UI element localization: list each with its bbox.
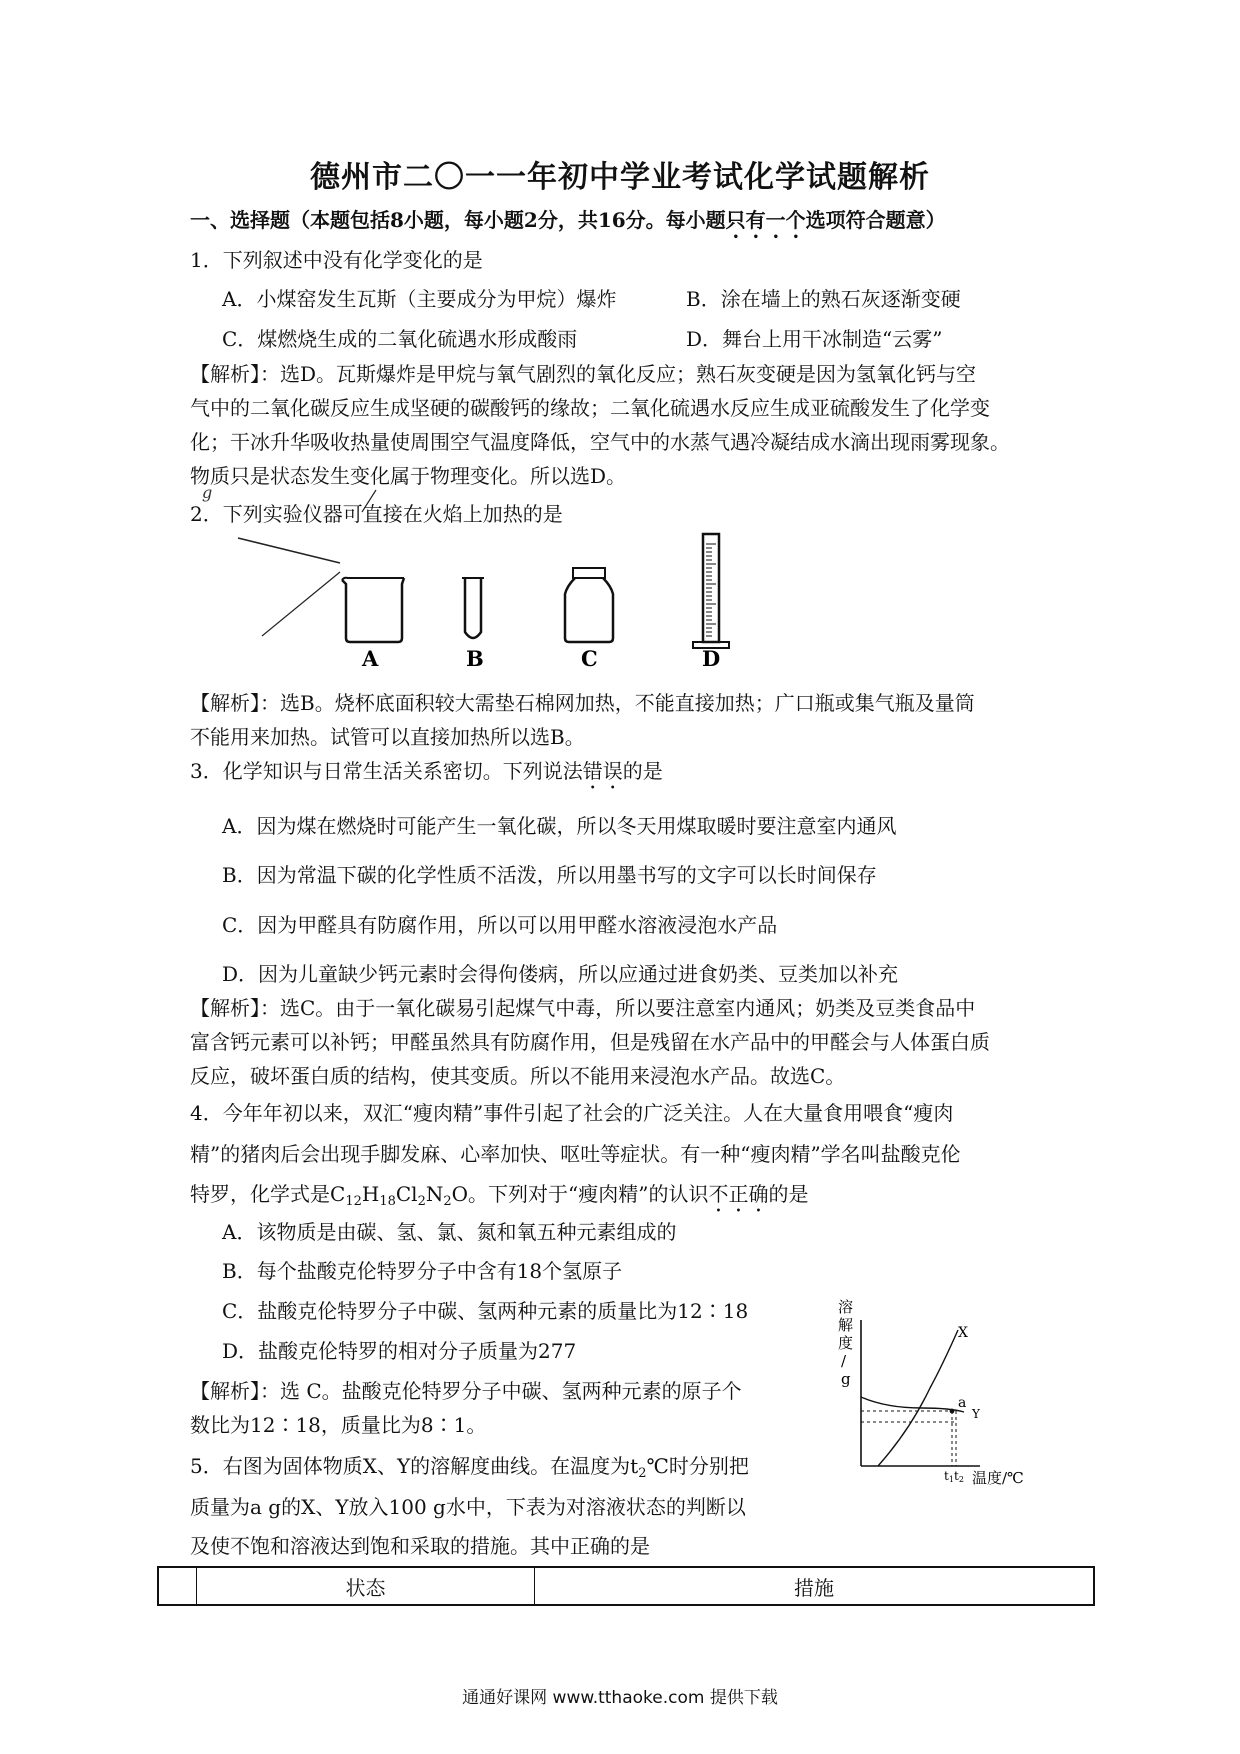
curve-y (861, 1395, 967, 1412)
graduated-cylinder-icon (693, 534, 729, 648)
y-label-char-1: 溶 (838, 1298, 854, 1316)
x-label: 温度/℃ (972, 1469, 1024, 1487)
q1-stem: 1．下列叙述中没有化学变化的是 (190, 248, 483, 272)
q3-option-b: B．因为常温下碳的化学性质不活泼，所以用墨书写的文字可以长时间保存 (222, 863, 877, 887)
q4-option-c: C．盐酸克伦特罗分子中碳、氢两种元素的质量比为12∶18 (222, 1299, 749, 1323)
q3-analysis-3: 反应，破坏蛋白质的结构，使其变质。所以不能用来浸泡水产品。故选C。 (190, 1064, 846, 1088)
q5-line-1: 5．右图为固体物质X、Y的溶解度曲线。在温度为$t_2℃$时分别把 (190, 1454, 749, 1481)
test-tube-icon (462, 578, 484, 638)
answer-table (157, 1566, 1095, 1606)
y-label-char-2: 解 (838, 1316, 854, 1334)
q3-option-a: A．因为煤在燃烧时可能产生一氧化碳，所以冬天用煤取暖时要注意室内通风 (222, 814, 897, 838)
q3-option-c: C．因为甲醛具有防腐作用，所以可以用甲醛水溶液浸泡水产品 (222, 913, 778, 937)
q4-analysis-1: 【解析】：选 C。盐酸克伦特罗分子中碳、氢两种元素的原子个 (190, 1379, 742, 1403)
y-label-char-3: 度 (838, 1334, 854, 1352)
q3-analysis-2: 富含钙元素可以补钙；甲醛虽然具有防腐作用，但是残留在水产品中的甲醛会与人体蛋白质 (190, 1030, 990, 1054)
label-t2: t2 (954, 1469, 964, 1484)
q4-line-3: 特罗，化学式是$C_{12}H_{18}Cl_2N_2O$。下列对于“瘦肉精”的认识不正确的是 (190, 1182, 809, 1209)
label-x: X (958, 1325, 968, 1341)
lab-apparatus-figure (330, 530, 770, 670)
wide-mouth-bottle-icon (565, 568, 613, 642)
q4-analysis-2: 数比为12∶18，质量比为8∶1。 (190, 1413, 487, 1437)
label-d: D (702, 646, 721, 670)
section-heading: 一、选择题（本题包括8小题，每小题2分，共16分。每小题只有一个选项符合题意） (190, 208, 946, 232)
q3-analysis-1: 【解析】：选C。由于一氧化碳易引起煤气中毒，所以要注意室内通风；奶类及豆类食品中 (190, 996, 976, 1020)
q1-option-b: B．涂在墙上的熟石灰逐渐变硬 (686, 287, 961, 311)
curve-x (878, 1330, 958, 1466)
q1-analysis-4: 物质只是状态发生变化属于物理变化。所以选D。 (190, 464, 627, 488)
q4-option-a: A．该物质是由碳、氢、氯、氮和氧五种元素组成的 (222, 1220, 677, 1244)
label-b: B (466, 646, 484, 670)
q4-line-1: 4．今年年初以来，双汇“瘦肉精”事件引起了社会的广泛关注。人在大量食用喂食“瘦肉 (190, 1101, 954, 1125)
q1-option-d: D．舞台上用干冰制造“云雾” (686, 327, 943, 351)
y-label-char-4: / (841, 1352, 847, 1370)
beaker-icon (342, 578, 404, 642)
label-t1: t1 (944, 1469, 954, 1484)
label-a: a (958, 1395, 967, 1411)
q5-line-2: 质量为a g的X、Y放入100 g水中，下表为对溶液状态的判断以 (190, 1495, 746, 1519)
y-label-char-5: g (841, 1370, 851, 1388)
stray-glyph: g (202, 483, 213, 502)
footer-credit: 通通好课网 www.tthaoke.com 提供下载 (462, 1688, 778, 1708)
q4-line-2: 精”的猪肉后会出现手脚发麻、心率加快、呕吐等症状。有一种“瘦肉精”学名叫盐酸克伦 (190, 1142, 961, 1166)
solubility-graph (830, 1290, 1050, 1490)
label-c: C (581, 646, 598, 670)
q2-analysis-2: 不能用来加热。试管可以直接加热所以选B。 (190, 725, 585, 749)
q3-stem: 3．化学知识与日常生活关系密切。下列说法错误的是 (190, 759, 663, 783)
table-header-blank (159, 1568, 197, 1604)
q1-option-c: C．煤燃烧生成的二氧化硫遇水形成酸雨 (222, 327, 578, 351)
stray-line-3 (362, 490, 376, 512)
stray-line-2 (262, 572, 340, 636)
q3-option-d: D．因为儿童缺少钙元素时会得佝偻病，所以应通过进食奶类、豆类加以补充 (222, 962, 899, 986)
q1-analysis-2: 气中的二氧化碳反应生成坚硬的碳酸钙的缘故；二氧化硫遇水反应生成亚硫酸发生了化学变 (190, 396, 990, 420)
stray-line-1 (238, 538, 340, 563)
point-a (950, 1409, 955, 1414)
q4-option-b: B．每个盐酸克伦特罗分子中含有18个氢原子 (222, 1259, 623, 1283)
table-header-measure: 措施 (794, 1575, 834, 1600)
q1-analysis-1: 【解析】：选D。瓦斯爆炸是甲烷与氧气剧烈的氧化反应；熟石灰变硬是因为氢氧化钙与空 (190, 362, 977, 386)
q4-option-d: D．盐酸克伦特罗的相对分子质量为277 (222, 1339, 577, 1363)
q2-stem: 2．下列实验仪器可直接在火焰上加热的是 (190, 502, 563, 526)
page-title: 德州市二〇一一年初中学业考试化学试题解析 (310, 160, 930, 195)
label-y: Y (972, 1407, 980, 1421)
q5-line-3: 及使不饱和溶液达到饱和采取的措施。其中正确的是 (190, 1534, 650, 1558)
q1-option-a: A．小煤窑发生瓦斯（主要成分为甲烷）爆炸 (222, 287, 617, 311)
q2-analysis-1: 【解析】：选B。烧杯底面积较大需垫石棉网加热，不能直接加热；广口瓶或集气瓶及量筒 (190, 691, 975, 715)
q1-analysis-3: 化；干冰升华吸收热量使周围空气温度降低，空气中的水蒸气遇冷凝结成水滴出现雨雾现象。 (190, 430, 1010, 454)
table-header-state: 状态 (197, 1568, 535, 1604)
label-a: A (362, 646, 379, 670)
